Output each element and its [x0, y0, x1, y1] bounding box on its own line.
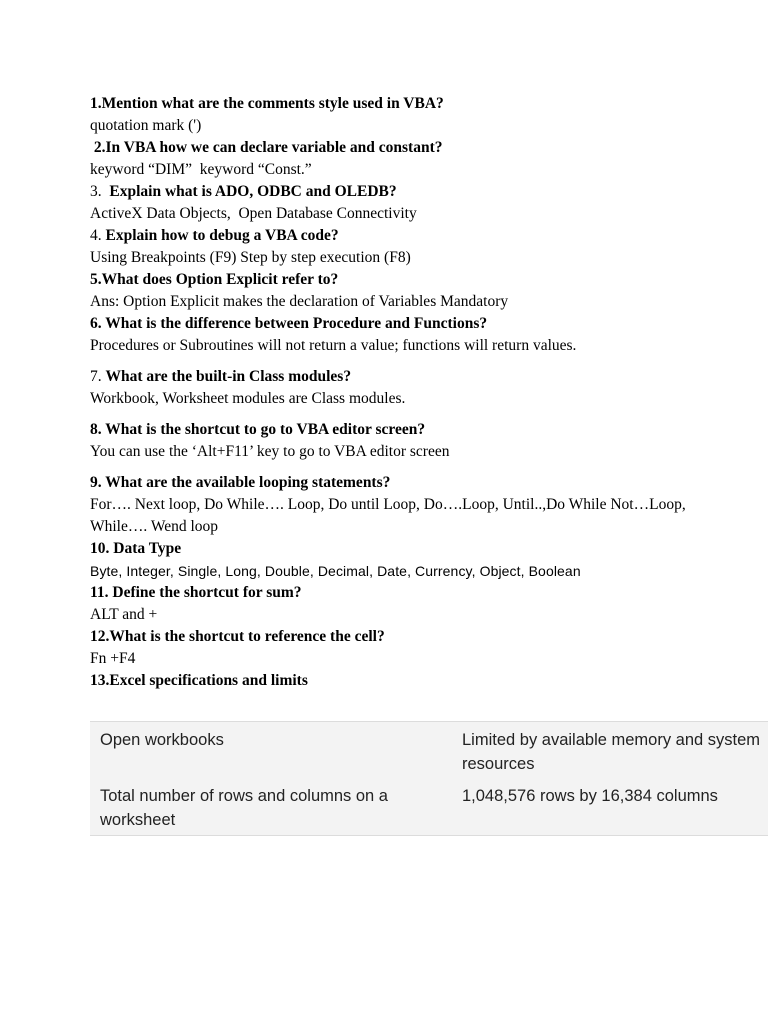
answer-1: quotation mark (') [90, 117, 202, 134]
answer-10: Byte, Integer, Single, Long, Double, Decimal, Date, Currency, Object, Boolean [90, 563, 581, 579]
qa-document [90, 93, 768, 692]
answer-9: For…. Next loop, Do While…. Loop, Do until Loop, Do….Loop, Until..,Do While Not…Loop, While…. Wend loop [90, 496, 686, 535]
question-3 [90, 181, 768, 203]
question-4-text: Explain how to debug a VBA code? [105, 227, 339, 244]
question-13: 13.Excel specifications and limits [90, 672, 308, 689]
question-12: 12.What is the shortcut to reference the cell? [90, 628, 385, 645]
answer-8: You can use the ‘Alt+F11’ key to go to VBA editor screen [90, 443, 450, 460]
answer-12: Fn +F4 [90, 650, 136, 667]
question-4-number: 4. [90, 227, 106, 244]
answer-6: Procedures or Subroutines will not return a value; functions will return values. [90, 337, 577, 354]
answer-11: ALT and + [90, 606, 158, 623]
question-6: 6. What is the difference between Procedure and Functions? [90, 315, 488, 332]
question-4 [90, 225, 768, 247]
answer-7: Workbook, Worksheet modules are Class modules. [90, 390, 406, 407]
question-8: 8. What is the shortcut to go to VBA editor screen? [90, 421, 426, 438]
question-1: 1.Mention what are the comments style used in VBA? [90, 95, 444, 112]
question-7-number: 7. [90, 368, 106, 385]
question-5: 5.What does Option Explicit refer to? [90, 271, 339, 288]
limits-table [90, 721, 768, 836]
question-10: 10. Data Type [90, 540, 182, 557]
question-7-text: What are the built-in Class modules? [105, 368, 352, 385]
question-2: 2.In VBA how we can declare variable and constant? [90, 139, 443, 156]
answer-5: Ans: Option Explicit makes the declaration of Variables Mandatory [90, 293, 509, 310]
limits-row-2-limit: 1,048,576 rows by 16,384 columns [462, 787, 718, 805]
question-9: 9. What are the available looping statements? [90, 474, 391, 491]
limits-row-2-feature: Total number of rows and columns on a worksheet [100, 787, 388, 829]
question-3-number: 3. [90, 183, 110, 200]
limits-row-1-feature: Open workbooks [100, 731, 224, 749]
question-11: 11. Define the shortcut for sum? [90, 584, 302, 601]
question-7 [90, 366, 768, 388]
limits-row-1-limit: Limited by available memory and system resources [462, 731, 761, 773]
question-3-text: Explain what is ADO, ODBC and OLEDB? [109, 183, 397, 200]
answer-2: keyword “DIM” keyword “Const.” [90, 161, 312, 178]
answer-3: ActiveX Data Objects, Open Database Connectivity [90, 205, 417, 222]
answer-4: Using Breakpoints (F9) Step by step execution (F8) [90, 249, 411, 266]
